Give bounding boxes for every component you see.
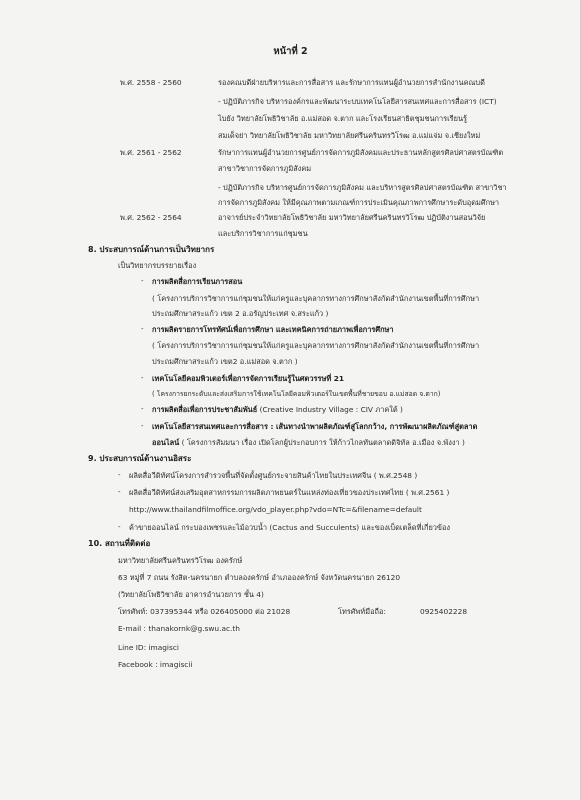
speaker-topic-detail: (Creative Industry Village : CIV ภาคใต้ ) — [257, 405, 403, 414]
bullet-icon: - — [118, 523, 121, 531]
freelance-item: ค้าขายออนไลน์ กระบองเพชรและไม้อวบน้ำ (Cactus and Succulents) และของเบ็ดเตล็ดที่เกี่ยวข้อง — [129, 523, 451, 532]
career-line: - ปฏิบัติภารกิจ บริหารองค์กรและพัฒนาระบบเทคโนโลยีสารสนเทศและการสื่อสาร (ICT) — [218, 97, 497, 106]
speaker-topic-detail: ประถมศึกษาสระแก้ว เขต2 อ.แม่สอด จ.ตาก ) — [152, 357, 298, 366]
address-line: 63 หมู่ที่ 7 ถนน รังสิต-นครนายก ตำบลองครักษ์ อำเภอองครักษ์ จังหวัดนครนายก 26120 — [118, 573, 401, 582]
mobile-label: โทรศัพท์มือถือ: — [338, 607, 386, 616]
address-line: มหาวิทยาลัยศรีนครินทรวิโรฒ องครักษ์ — [118, 556, 243, 565]
career-period-2: พ.ศ. 2561 - 2562 — [120, 148, 182, 157]
bullet-icon: - — [141, 422, 144, 430]
email-address: E-mail : thanakornk@g.swu.ac.th — [118, 624, 240, 633]
freelance-item: ผลิตสื่อวีดิทัศน์โครงการสำรวจพื้นที่จัดตั้งศูนย์กระจายสินค้าไทยในประเทศจีน ( พ.ศ.2548 ) — [129, 471, 418, 480]
career-period-1: พ.ศ. 2558 - 2560 — [120, 78, 182, 87]
speaker-topic-detail: ( โครงการบริการวิชาการแก่ชุมชนให้แก่ครูและบุคลากรทางการศึกษาสังกัดสำนักงานเขตพื้นที่การศึกษา — [152, 294, 480, 303]
career-line: รักษาการแทนผู้อำนวยการศูนย์การจัดการภูมิสังคมและประธานหลักสูตรศิลปศาสตรบัณฑิต — [218, 148, 504, 157]
section-8-title: 8. ประสบการณ์ด้านการเป็นวิทยากร — [88, 245, 215, 254]
speaker-topic-row — [152, 405, 403, 415]
facebook-id: Facebook : imagiscii — [118, 660, 193, 669]
speaker-topic-title-cont: ออนไลน์ — [152, 438, 180, 447]
bullet-icon: - — [141, 325, 144, 333]
freelance-link[interactable]: http://www.thailandfilmoffice.org/vdo_player.php?vdo=NTc=&filename=default — [129, 505, 422, 514]
bullet-icon: - — [118, 488, 121, 496]
address-line: (วิทยาลัยโพธิวิชาลัย อาคารอำนวยการ ชั้น 4) — [118, 590, 264, 599]
speaker-topic-title: เทคโนโลยีคอมพิวเตอร์เพื่อการจัดการเรียนรู้ในศตวรรษที่ 21 — [152, 374, 345, 383]
bullet-icon: - — [141, 374, 144, 382]
career-line: การจัดการภูมิสังคม ให้มีคุณภาพตามเกณฑ์การประเมินคุณภาพการศึกษาระดับอุดมศึกษา — [218, 198, 500, 207]
career-period-3: พ.ศ. 2562 - 2564 — [120, 213, 182, 222]
speaker-topic-detail: ( โครงการสัมมนา เรื่อง เปิดโลกผู้ประกอบการ ให้ก้าวไกลทันตลาดดิจิทัล อ.เมือง จ.พังงา ) — [179, 438, 465, 447]
bullet-icon: - — [118, 471, 121, 479]
career-line: และบริการวิชาการแก่ชุมชน — [218, 229, 308, 238]
career-line: อาจารย์ประจำวิทยาลัยโพธิวิชาลัย มหาวิทยาลัยศรีนครินทรวิโรฒ ปฏิบัติงานสอนวิจัย — [218, 213, 486, 222]
section-9-title: 9. ประสบการณ์ด้านงานอิสระ — [88, 454, 192, 463]
speaker-topic-title: เทคโนโลยีสารสนเทศและการสื่อสาร : เส้นทางนำพาผลิตภัณฑ์สู่โลกกว้าง, การพัฒนาผลิตภัณฑ์สู่ตลาด — [152, 422, 478, 431]
section-8-intro: เป็นวิทยากรบรรยายเรื่อง — [118, 261, 197, 270]
career-line: - ปฏิบัติภารกิจ บริหารศูนย์การจัดการภูมิสังคม และบริหารสูตรศิลปศาสตรบัณฑิต สาขาวิชา — [218, 183, 507, 192]
phone-number: โทรศัพท์: 037395344 หรือ 026405000 ต่อ 21028 — [118, 607, 291, 616]
career-line: ไบยัง วิทยาลัยโพธิวิชาลัย อ.แม่สอด จ.ตาก และโรงเรียนสาธิตชุมชนการเรียนรู้ — [218, 114, 467, 123]
career-line: รองคณบดีฝ่ายบริหารและการสื่อสาร และรักษาการแทนผู้อำนวยการสำนักงานคณบดี — [218, 78, 485, 87]
mobile-number: 0925402228 — [420, 607, 468, 616]
speaker-topic-detail: ( โครงการยกระดับและส่งเสริมการใช้เทคโนโลยีคอมพิวเตอร์ในเขตพื้นที่ชายขอบ อ.แม่สอด จ.ตาก) — [152, 390, 441, 398]
speaker-topic-detail: ( โครงการบริการวิชาการแก่ชุมชนให้แก่ครูและบุคลากรทางการศึกษาสังกัดสำนักงานเขตพื้นที่การศึกษา — [152, 341, 480, 350]
bullet-icon: - — [141, 405, 144, 413]
career-line: สาขาวิชาการจัดการภูมิสังคม — [218, 164, 312, 173]
section-10-title: 10. สถานที่ติดต่อ — [88, 539, 151, 548]
speaker-topic-title: การผลิตรายการโทรทัศน์เพื่อการศึกษา และเทคนิคการถ่ายภาพเพื่อการศึกษา — [152, 325, 394, 334]
speaker-topic-detail: ประถมศึกษาสระแก้ว เขต 2 อ.อรัญประเทศ จ.สระแก้ว ) — [152, 309, 329, 318]
speaker-topic-title: การผลิตสื่อการเรียนการสอน — [152, 277, 243, 286]
freelance-item: ผลิตสื่อวีดิทัศน์ส่งเสริมอุตสาหกรรมการผลิตภาพยนตร์ในแหล่งท่องเที่ยวของประเทศไทย ( พ.ศ.2561 ) — [129, 488, 450, 497]
page-number: หน้าที่ 2 — [273, 46, 308, 57]
speaker-topic-title: การผลิตสื่อเพื่อการประชาสัมพันธ์ — [152, 405, 258, 414]
bullet-icon: - — [141, 277, 144, 285]
career-line: สมเด็จย่า วิทยาลัยโพธิวิชาลัย มหาวิทยาลัยศรีนครินทรวิโรฒ อ.แม่แจ่ม จ.เชียงใหม่ — [218, 131, 481, 140]
speaker-topic-row — [152, 438, 465, 448]
line-id: Line ID: imagisci — [118, 643, 179, 652]
